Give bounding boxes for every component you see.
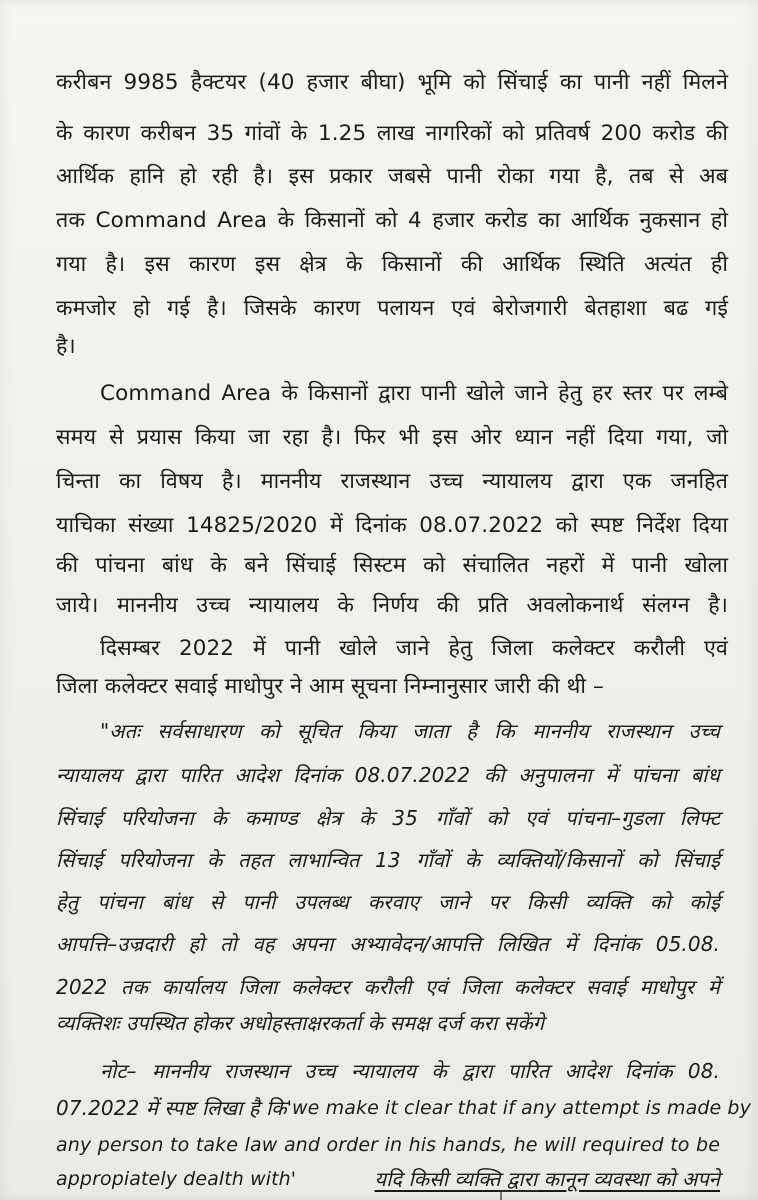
note-line-4-english: appropiately dealth with' — [56, 1168, 297, 1190]
notice-line-4: सिंचाई परियोजना के तहत लाभान्वित 13 गाँवों के व्यक्तियों/किसानों को सिंचाई — [56, 848, 720, 872]
notice-line-8: व्यक्तिशः उपस्थित होकर अधोहस्ताक्षरकर्ता के समक्ष दर्ज करा सकेंगे — [56, 1011, 545, 1035]
note-line-2 — [56, 1093, 751, 1123]
para2-line-3: चिन्ता का विषय है। माननीय राजस्थान उच्च न्यायालय द्वारा एक जनहित — [56, 469, 728, 494]
notice-line-3: सिंचाई परियोजना के कमाण्ड क्षेत्र के 35 गाँवों को एवं पांचना–गुडला लिफ्ट — [56, 806, 720, 830]
notice-line-1: "अतः सर्वसाधारण को सूचित किया जाता है कि माननीय राजस्थान उच्च — [100, 719, 720, 743]
note-line-2-english: 'we make it clear that if any attempt is made by — [286, 1097, 751, 1119]
para1-line-2: के कारण करीबन 35 गांवों के 1.25 लाख नागरिकों को प्रतिवर्ष 200 करोड की — [56, 121, 728, 146]
note-line-1: नोट– माननीय राजस्थान उच्च न्यायालय के द्वारा पारित आदेश दिनांक 08. — [100, 1059, 720, 1083]
notice-line-2: न्यायालय द्वारा पारित आदेश दिनांक 08.07.2022 की अनुपालना में पांचना बांध — [56, 763, 720, 787]
para2-line-6: जाये। माननीय उच्च न्यायालय के निर्णय की प्रति अवलोकनार्थ संलग्न है। — [56, 593, 728, 618]
note-line-4 — [56, 1164, 720, 1194]
para2-line-4: याचिका संख्या 14825/2020 में दिनांक 08.07.2022 को स्पष्ट निर्देश दिया — [56, 513, 728, 538]
para1-line-7: है। — [56, 334, 76, 359]
para1-line-6: कमजोर हो गई है। जिसके कारण पलायन एवं बेरोजगारी बेतहाशा बढ गई — [56, 296, 728, 321]
note-line-2-hindi: 07.2022 में स्पष्ट लिखा है कि — [56, 1096, 287, 1120]
notice-line-5: हेतु पांचना बांध से पानी उपलब्ध करवाए जाने पर किसी व्यक्ति को कोई — [56, 890, 720, 914]
para1-line-3: आर्थिक हानि हो रही है। इस प्रकार जबसे पानी रोका गया है, तब से अब — [56, 164, 728, 189]
notice-line-6: आपत्ति–उज्रदारी हो तो वह अपना अभ्यावेदन/आपत्ति लिखित में दिनांक 05.08. — [56, 932, 720, 956]
para3-line-1: दिसम्बर 2022 में पानी खोले जाने हेतु जिला कलेक्टर करौली एवं — [100, 636, 728, 661]
para2-line-1: Command Area के किसानों द्वारा पानी खोले जाने हेतु हर स्तर पर लम्बे — [100, 381, 728, 406]
note-line-4-hindi-underlined: यदि किसी व्यक्ति द्वारा कानून व्यवस्था को अपने — [374, 1167, 720, 1191]
notice-line-7: 2022 तक कार्यालय जिला कलेक्टर करौली एवं जिला कलेक्टर सवाई माधोपुर में — [56, 975, 720, 999]
para3-line-2: जिला कलेक्टर सवाई माधोपुर ने आम सूचना निम्नानुसार जारी की थी – — [56, 674, 604, 699]
para2-line-5: की पांचना बांध के बने सिंचाई सिस्टम को संचालित नहरों में पानी खोला — [56, 553, 728, 578]
page-corner-mark — [500, 1190, 538, 1200]
para1-line-4: तक Command Area के किसानों को 4 हजार करोड का आर्थिक नुकसान हो — [56, 208, 728, 233]
para1-line-5: गया है। इस कारण इस क्षेत्र के किसानों की आर्थिक स्थिति अत्यंत ही — [56, 252, 728, 277]
para1-line-1: करीबन 9985 हैक्टयर (40 हजार बीघा) भूमि को सिंचाई का पानी नहीं मिलने — [56, 70, 728, 95]
note-line-3: any person to take law and order in his hands, he will required to be — [56, 1134, 720, 1156]
para2-line-2: समय से प्रयास किया जा रहा है। फिर भी इस ओर ध्यान नहीं दिया गया, जो — [56, 425, 728, 450]
